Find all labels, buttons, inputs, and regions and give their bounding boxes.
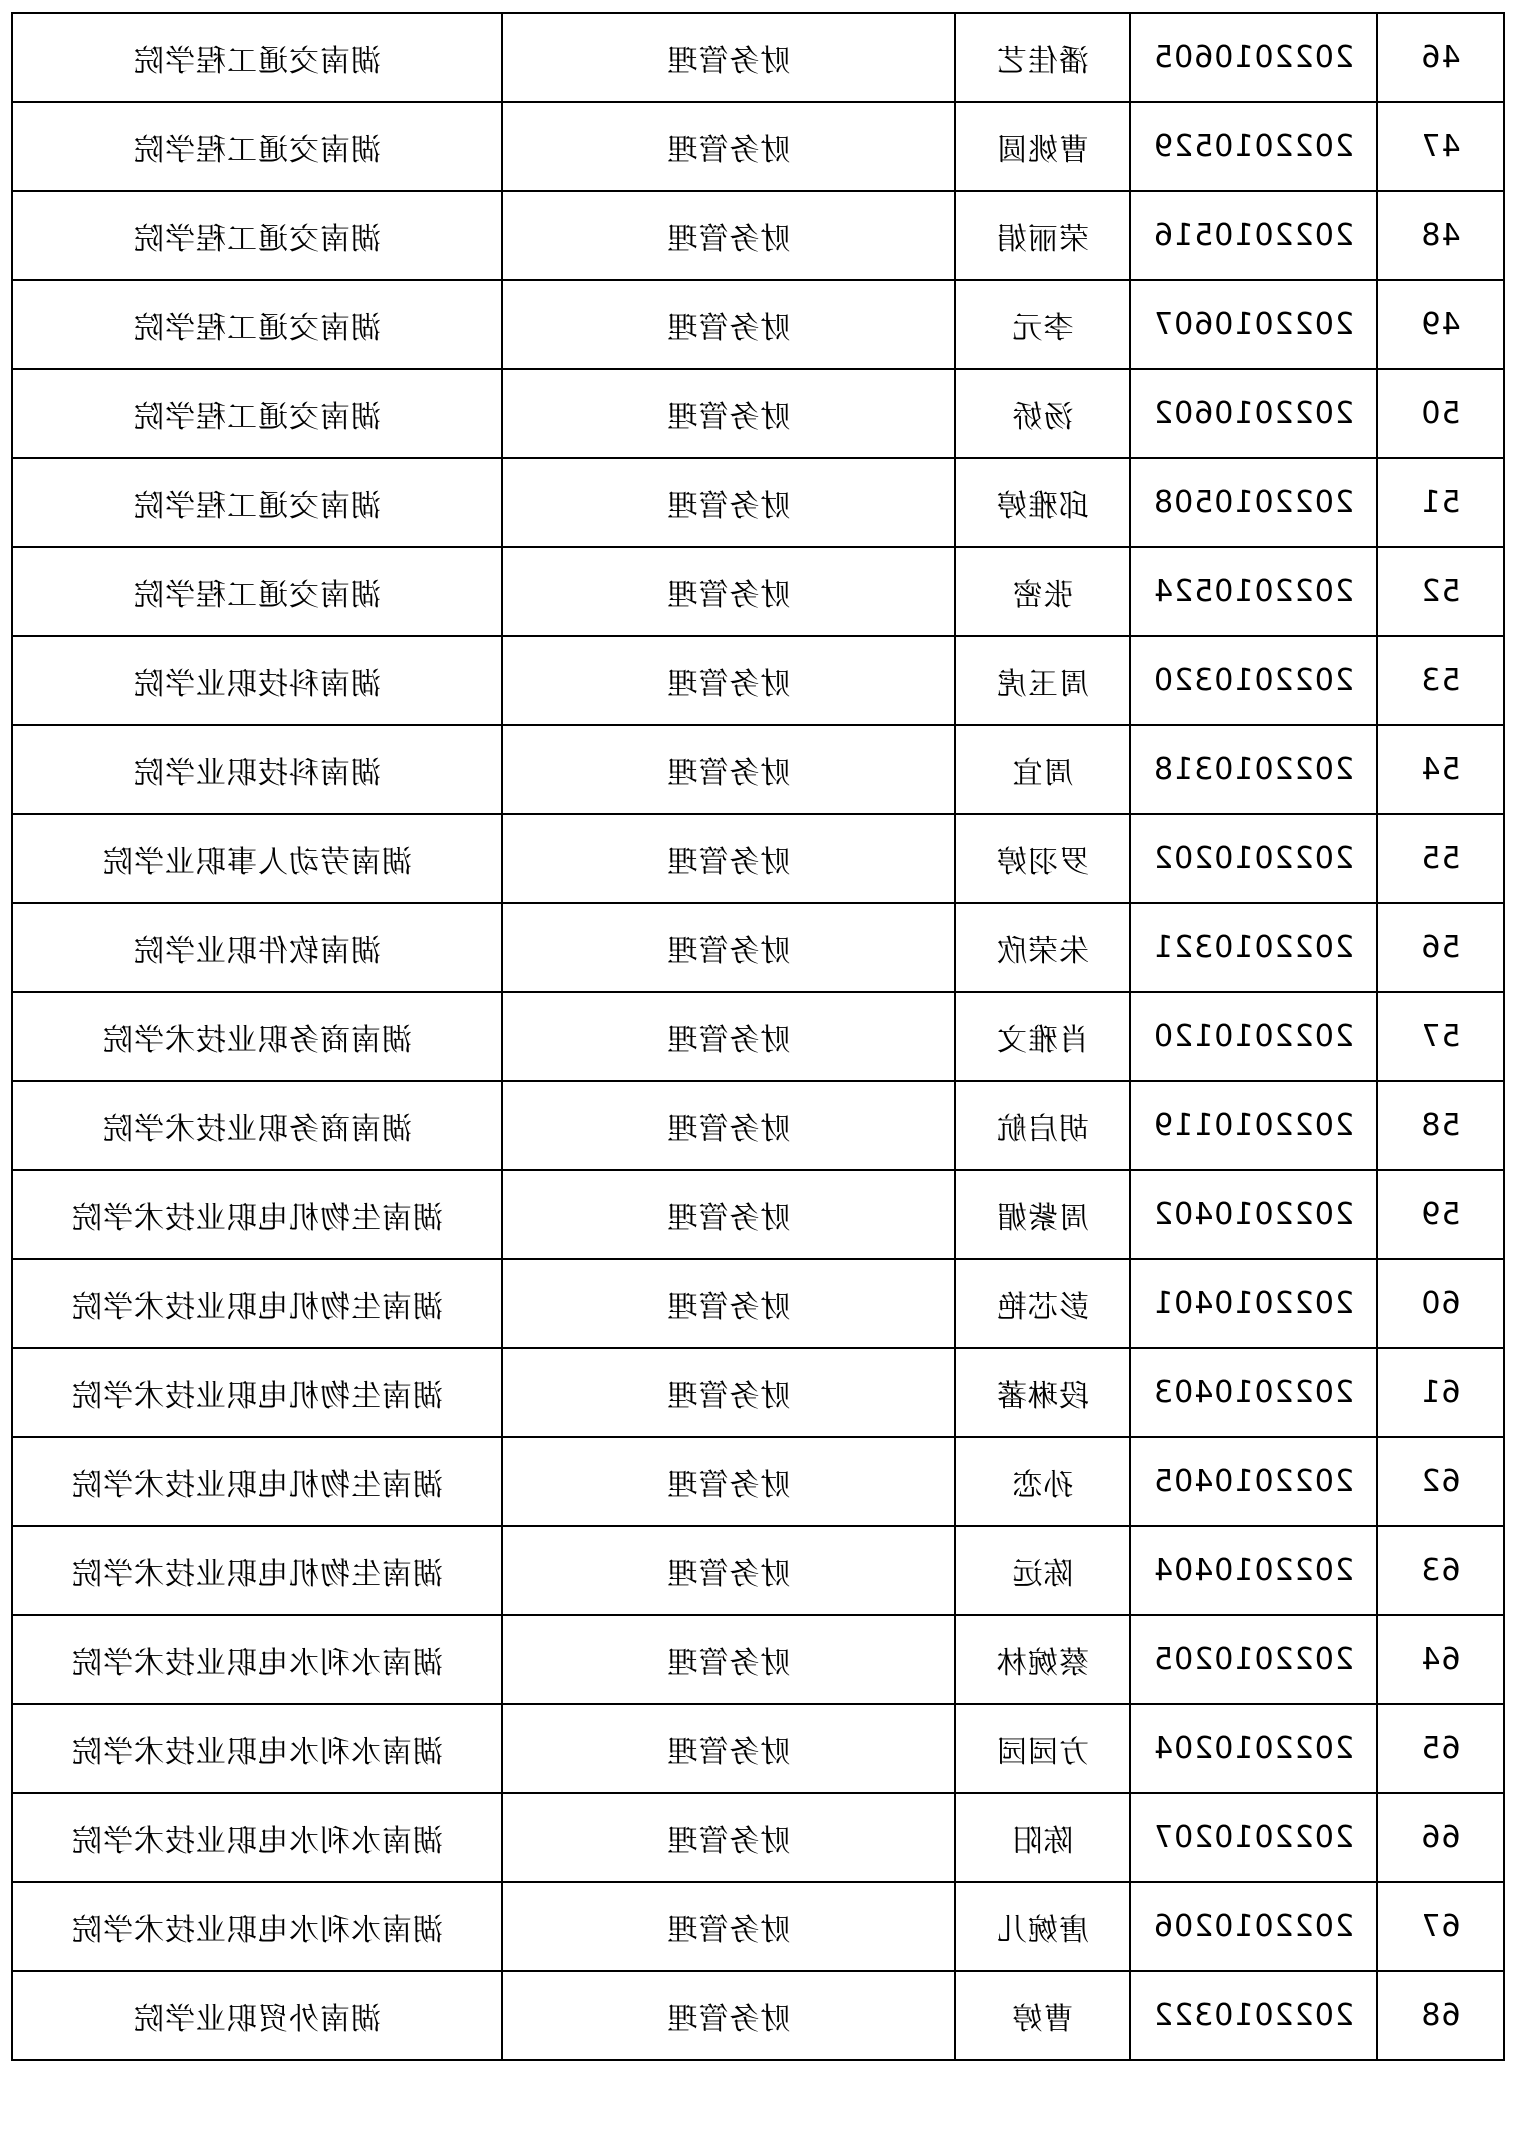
student-name-cell: 胡启航 xyxy=(955,1081,1130,1170)
student-id-cell: 2022010119 xyxy=(1130,1081,1377,1170)
major-cell: 财务管理 xyxy=(502,1793,955,1882)
row-number-cell: 64 xyxy=(1377,1615,1504,1704)
row-number-cell: 55 xyxy=(1377,814,1504,903)
student-id-cell: 2022010322 xyxy=(1130,1971,1377,2060)
school-cell: 湖南外贸职业学院 xyxy=(12,1971,502,2060)
major-cell: 财务管理 xyxy=(502,280,955,369)
school-cell: 湖南科技职业学院 xyxy=(12,636,502,725)
student-name-cell: 朱荣欣 xyxy=(955,903,1130,992)
student-id-cell: 2022010605 xyxy=(1130,13,1377,102)
row-number-cell: 49 xyxy=(1377,280,1504,369)
row-number-cell: 50 xyxy=(1377,369,1504,458)
major-cell: 财务管理 xyxy=(502,1704,955,1793)
table-row xyxy=(12,102,1504,191)
row-number-cell: 52 xyxy=(1377,547,1504,636)
row-number-cell: 54 xyxy=(1377,725,1504,814)
row-number-cell: 65 xyxy=(1377,1704,1504,1793)
student-name-cell: 陈阳 xyxy=(955,1793,1130,1882)
table-row xyxy=(12,992,1504,1081)
student-name-cell: 曹姚圆 xyxy=(955,102,1130,191)
table-row xyxy=(12,1259,1504,1348)
student-name-cell: 肖雅文 xyxy=(955,992,1130,1081)
table-row xyxy=(12,458,1504,547)
major-cell: 财务管理 xyxy=(502,458,955,547)
student-id-cell: 2022010120 xyxy=(1130,992,1377,1081)
student-id-cell: 2022010206 xyxy=(1130,1882,1377,1971)
student-name-cell: 蔡婉林 xyxy=(955,1615,1130,1704)
major-cell: 财务管理 xyxy=(502,13,955,102)
table-row xyxy=(12,1437,1504,1526)
table-row xyxy=(12,1170,1504,1259)
row-number-cell: 59 xyxy=(1377,1170,1504,1259)
student-name-cell: 孙恋 xyxy=(955,1437,1130,1526)
table-row xyxy=(12,814,1504,903)
student-id-cell: 2022010403 xyxy=(1130,1348,1377,1437)
major-cell: 财务管理 xyxy=(502,1882,955,1971)
major-cell: 财务管理 xyxy=(502,903,955,992)
table-row xyxy=(12,725,1504,814)
school-cell: 湖南交通工程学院 xyxy=(12,13,502,102)
student-name-cell: 荣丽娟 xyxy=(955,191,1130,280)
major-cell: 财务管理 xyxy=(502,1437,955,1526)
major-cell: 财务管理 xyxy=(502,369,955,458)
table-row xyxy=(12,280,1504,369)
school-cell: 湖南交通工程学院 xyxy=(12,547,502,636)
major-cell: 财务管理 xyxy=(502,1526,955,1615)
table-row xyxy=(12,1704,1504,1793)
student-roster-table xyxy=(11,12,1505,2061)
row-number-cell: 57 xyxy=(1377,992,1504,1081)
table-row xyxy=(12,13,1504,102)
school-cell: 湖南交通工程学院 xyxy=(12,369,502,458)
school-cell: 湖南水利水电职业技术学院 xyxy=(12,1882,502,1971)
school-cell: 湖南生物机电职业技术学院 xyxy=(12,1437,502,1526)
student-id-cell: 2022010524 xyxy=(1130,547,1377,636)
school-cell: 湖南交通工程学院 xyxy=(12,102,502,191)
major-cell: 财务管理 xyxy=(502,1259,955,1348)
row-number-cell: 68 xyxy=(1377,1971,1504,2060)
major-cell: 财务管理 xyxy=(502,547,955,636)
student-id-cell: 2022010205 xyxy=(1130,1615,1377,1704)
school-cell: 湖南软件职业学院 xyxy=(12,903,502,992)
student-id-cell: 2022010529 xyxy=(1130,102,1377,191)
major-cell: 财务管理 xyxy=(502,725,955,814)
table-row xyxy=(12,191,1504,280)
student-id-cell: 2022010204 xyxy=(1130,1704,1377,1793)
school-cell: 湖南生物机电职业技术学院 xyxy=(12,1526,502,1615)
table-row xyxy=(12,1882,1504,1971)
row-number-cell: 46 xyxy=(1377,13,1504,102)
student-name-cell: 周紫媚 xyxy=(955,1170,1130,1259)
major-cell: 财务管理 xyxy=(502,1348,955,1437)
school-cell: 湖南商务职业技术学院 xyxy=(12,992,502,1081)
table-row xyxy=(12,903,1504,992)
student-name-cell: 李元 xyxy=(955,280,1130,369)
student-name-cell: 张密 xyxy=(955,547,1130,636)
school-cell: 湖南水利水电职业技术学院 xyxy=(12,1704,502,1793)
school-cell: 湖南商务职业技术学院 xyxy=(12,1081,502,1170)
major-cell: 财务管理 xyxy=(502,636,955,725)
row-number-cell: 56 xyxy=(1377,903,1504,992)
major-cell: 财务管理 xyxy=(502,1615,955,1704)
row-number-cell: 53 xyxy=(1377,636,1504,725)
student-name-cell: 唐婉儿 xyxy=(955,1882,1130,1971)
major-cell: 财务管理 xyxy=(502,191,955,280)
student-id-cell: 2022010320 xyxy=(1130,636,1377,725)
school-cell: 湖南交通工程学院 xyxy=(12,280,502,369)
student-name-cell: 邱雅婷 xyxy=(955,458,1130,547)
student-id-cell: 2022010405 xyxy=(1130,1437,1377,1526)
student-name-cell: 彭芯艳 xyxy=(955,1259,1130,1348)
student-id-cell: 2022010404 xyxy=(1130,1526,1377,1615)
row-number-cell: 66 xyxy=(1377,1793,1504,1882)
student-name-cell: 汤娇 xyxy=(955,369,1130,458)
major-cell: 财务管理 xyxy=(502,814,955,903)
school-cell: 湖南科技职业学院 xyxy=(12,725,502,814)
table-row xyxy=(12,1793,1504,1882)
major-cell: 财务管理 xyxy=(502,102,955,191)
row-number-cell: 61 xyxy=(1377,1348,1504,1437)
student-id-cell: 2022010516 xyxy=(1130,191,1377,280)
student-id-cell: 2022010401 xyxy=(1130,1259,1377,1348)
student-name-cell: 曹婷 xyxy=(955,1971,1130,2060)
row-number-cell: 67 xyxy=(1377,1882,1504,1971)
table-row xyxy=(12,1971,1504,2060)
school-cell: 湖南生物机电职业技术学院 xyxy=(12,1170,502,1259)
student-id-cell: 2022010402 xyxy=(1130,1170,1377,1259)
row-number-cell: 48 xyxy=(1377,191,1504,280)
table-row xyxy=(12,1348,1504,1437)
table-row xyxy=(12,1081,1504,1170)
row-number-cell: 62 xyxy=(1377,1437,1504,1526)
major-cell: 财务管理 xyxy=(502,1081,955,1170)
student-name-cell: 周玉虎 xyxy=(955,636,1130,725)
row-number-cell: 60 xyxy=(1377,1259,1504,1348)
school-cell: 湖南交通工程学院 xyxy=(12,191,502,280)
student-id-cell: 2022010508 xyxy=(1130,458,1377,547)
major-cell: 财务管理 xyxy=(502,1971,955,2060)
roster-body xyxy=(12,13,1504,2060)
student-id-cell: 2022010207 xyxy=(1130,1793,1377,1882)
student-id-cell: 2022010602 xyxy=(1130,369,1377,458)
row-number-cell: 63 xyxy=(1377,1526,1504,1615)
student-name-cell: 方园园 xyxy=(955,1704,1130,1793)
student-name-cell: 段琳蕃 xyxy=(955,1348,1130,1437)
school-cell: 湖南水利水电职业技术学院 xyxy=(12,1793,502,1882)
table-row xyxy=(12,1526,1504,1615)
table-row xyxy=(12,547,1504,636)
school-cell: 湖南水利水电职业技术学院 xyxy=(12,1615,502,1704)
school-cell: 湖南劳动人事职业学院 xyxy=(12,814,502,903)
student-name-cell: 周宜 xyxy=(955,725,1130,814)
student-id-cell: 2022010321 xyxy=(1130,903,1377,992)
student-id-cell: 2022010318 xyxy=(1130,725,1377,814)
row-number-cell: 58 xyxy=(1377,1081,1504,1170)
major-cell: 财务管理 xyxy=(502,1170,955,1259)
student-name-cell: 潘佳艺 xyxy=(955,13,1130,102)
student-id-cell: 2022010202 xyxy=(1130,814,1377,903)
row-number-cell: 47 xyxy=(1377,102,1504,191)
student-name-cell: 陈远 xyxy=(955,1526,1130,1615)
student-name-cell: 罗羽婷 xyxy=(955,814,1130,903)
student-id-cell: 2022010607 xyxy=(1130,280,1377,369)
row-number-cell: 51 xyxy=(1377,458,1504,547)
major-cell: 财务管理 xyxy=(502,992,955,1081)
school-cell: 湖南生物机电职业技术学院 xyxy=(12,1259,502,1348)
table-row xyxy=(12,636,1504,725)
table-row xyxy=(12,369,1504,458)
table-row xyxy=(12,1615,1504,1704)
school-cell: 湖南交通工程学院 xyxy=(12,458,502,547)
school-cell: 湖南生物机电职业技术学院 xyxy=(12,1348,502,1437)
